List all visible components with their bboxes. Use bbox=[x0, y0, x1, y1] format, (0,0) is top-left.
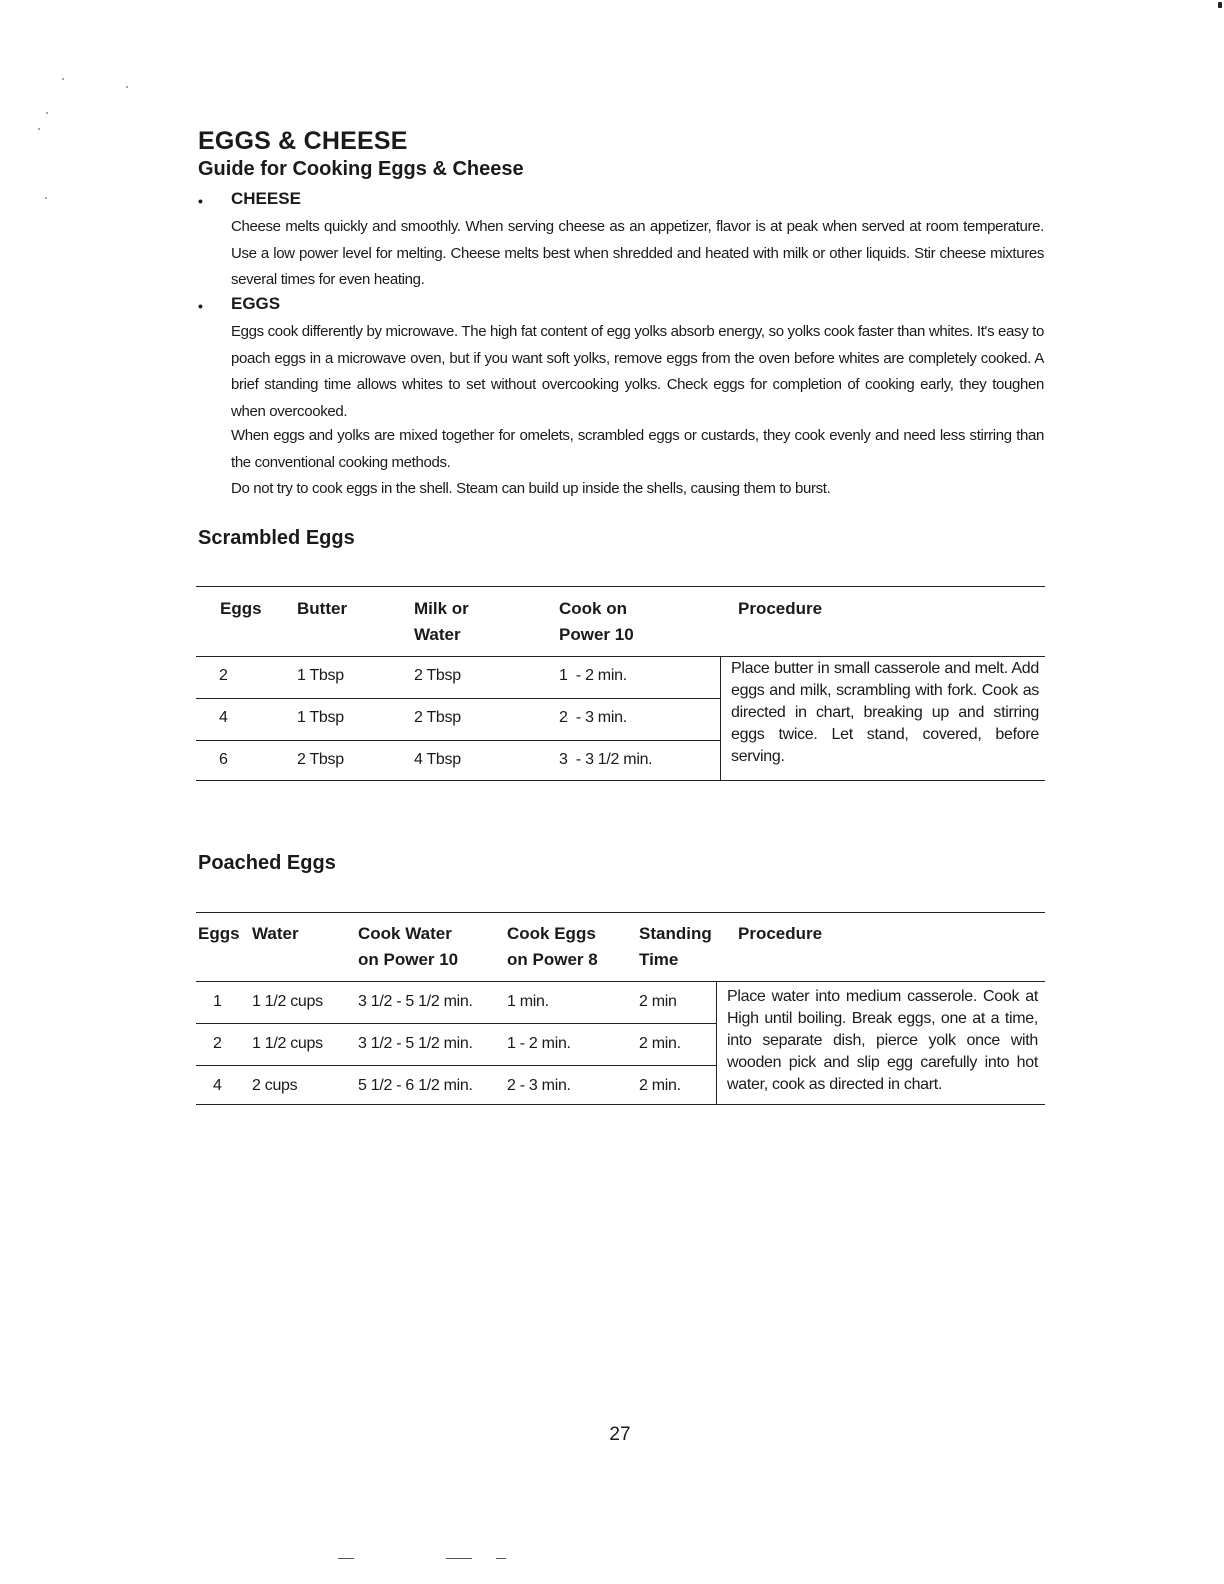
table-rule-header bbox=[196, 656, 1045, 657]
cell-water: 2 cups bbox=[252, 1077, 298, 1094]
scan-speck bbox=[46, 112, 48, 114]
col-header-eggs: Eggs bbox=[220, 599, 262, 618]
table-rule-bottom bbox=[196, 780, 1045, 781]
cell-water: 1 1/2 cups bbox=[252, 1035, 323, 1052]
scan-speck bbox=[126, 86, 128, 88]
col-header-standing-line1: Standing bbox=[639, 924, 712, 943]
cell-milk: 2 Tbsp bbox=[414, 709, 461, 726]
scrambled-procedure: Place butter in small casserole and melt. Add eggs and milk, scrambling with fork. Cook as directed in chart, breaking up and stirring eggs twice. Let stand, covered, before serving. bbox=[731, 660, 1039, 765]
cell-cook-water: 3 1/2 - 5 1/2 min. bbox=[358, 1035, 473, 1052]
cell-standing: 2 min. bbox=[639, 1035, 681, 1052]
poached-title: Poached Eggs bbox=[198, 852, 336, 874]
scan-speck bbox=[38, 128, 40, 130]
scan-speck bbox=[1218, 2, 1222, 8]
col-header-water: Water bbox=[252, 924, 299, 943]
scan-speck bbox=[496, 1558, 506, 1559]
col-header-cook bbox=[559, 596, 634, 648]
cheese-heading: CHEESE bbox=[231, 189, 301, 208]
scrambled-title: Scrambled Eggs bbox=[198, 527, 355, 549]
col-header-milk-line2: Water bbox=[414, 625, 461, 644]
cell-eggs: 6 bbox=[219, 751, 228, 768]
col-header-eggs: Eggs bbox=[198, 924, 240, 943]
cell-butter: 1 Tbsp bbox=[297, 667, 344, 684]
cell-cook: 2 - 3 min. bbox=[559, 709, 627, 726]
cell-standing: 2 min. bbox=[639, 1077, 681, 1094]
cell-standing: 2 min bbox=[639, 993, 677, 1010]
col-header-cook-water bbox=[358, 921, 458, 973]
page-number: 27 bbox=[609, 1424, 631, 1445]
bullet-cheese: • bbox=[198, 193, 203, 209]
cell-cook-eggs: 1 - 2 min. bbox=[507, 1035, 571, 1052]
cell-butter: 2 Tbsp bbox=[297, 751, 344, 768]
col-header-procedure: Procedure bbox=[738, 924, 823, 943]
col-header-cook-eggs-line2: on Power 8 bbox=[507, 950, 598, 969]
eggs-paragraph-1: Eggs cook differently by microwave. The high fat content of egg yolks absorb energy, so yolks cook faster than whites. It's easy to poach eggs in a microwave oven, but if you want soft yolks, remove eggs from the oven before whites are completely cooked. A brief standing time allows whites to set without overcooking yolks. Check eggs for completion of cooking early, they toughen when overcooked. bbox=[231, 323, 1044, 420]
table-rule-row bbox=[196, 1023, 716, 1024]
page-subtitle: Guide for Cooking Eggs & Cheese bbox=[198, 158, 524, 180]
cell-water: 1 1/2 cups bbox=[252, 993, 323, 1010]
table-rule-bottom bbox=[196, 1104, 1045, 1105]
scan-speck bbox=[338, 1558, 354, 1559]
table-rule-top bbox=[196, 586, 1045, 587]
cell-cook-eggs: 1 min. bbox=[507, 993, 549, 1010]
eggs-heading: EGGS bbox=[231, 294, 281, 313]
cell-eggs: 1 bbox=[213, 993, 222, 1010]
col-header-cook-eggs bbox=[507, 921, 598, 973]
cell-eggs: 2 bbox=[213, 1035, 222, 1052]
table-divider bbox=[720, 656, 721, 781]
table-rule-row bbox=[196, 1065, 716, 1066]
col-header-cook-water-line2: on Power 10 bbox=[358, 950, 459, 969]
table-rule-header bbox=[196, 981, 1045, 982]
cell-butter: 1 Tbsp bbox=[297, 709, 344, 726]
scan-speck bbox=[45, 197, 47, 199]
cell-cook: 1 - 2 min. bbox=[559, 667, 627, 684]
col-header-cook-eggs-line1: Cook Eggs bbox=[507, 924, 596, 943]
col-header-standing bbox=[639, 921, 712, 973]
scan-speck bbox=[62, 78, 64, 80]
eggs-paragraph-3: Do not try to cook eggs in the shell. Steam can build up inside the shells, causing them to burst. bbox=[231, 480, 831, 497]
cell-cook-eggs: 2 - 3 min. bbox=[507, 1077, 571, 1094]
col-header-standing-line2: Time bbox=[639, 950, 679, 969]
table-rule-top bbox=[196, 912, 1045, 913]
col-header-procedure: Procedure bbox=[738, 599, 823, 618]
bullet-eggs: • bbox=[198, 298, 203, 314]
table-divider bbox=[716, 981, 717, 1105]
table-rule-row bbox=[196, 698, 720, 699]
poached-procedure: Place water into medium casserole. Cook at High until boiling. Break eggs, one at a time, into separate dish, pierce yolk once with wooden pick and slip egg carefully into hot water, cook as directed in chart. bbox=[727, 988, 1038, 1093]
cell-milk: 2 Tbsp bbox=[414, 667, 461, 684]
cell-eggs: 4 bbox=[213, 1077, 222, 1094]
cell-milk: 4 Tbsp bbox=[414, 751, 461, 768]
cell-eggs: 4 bbox=[219, 709, 228, 726]
eggs-paragraph-2: When eggs and yolks are mixed together for omelets, scrambled eggs or custards, they cook evenly and need less stirring than the conventional cooking methods. bbox=[231, 427, 1044, 471]
col-header-milk-line1: Milk or bbox=[414, 599, 469, 618]
col-header-cook-line2: Power 10 bbox=[559, 625, 634, 644]
scan-speck bbox=[446, 1558, 472, 1559]
table-rule-row bbox=[196, 740, 720, 741]
col-header-cook-line1: Cook on bbox=[559, 599, 627, 618]
cheese-text: Cheese melts quickly and smoothly. When serving cheese as an appetizer, flavor is at peak when served at room temperature. Use a low power level for melting. Cheese melts best when shredded and heated with milk or other liquids. Stir cheese mixtures several times for even heating. bbox=[231, 218, 1044, 288]
col-header-milk bbox=[414, 596, 469, 648]
page-title: EGGS & CHEESE bbox=[198, 127, 408, 155]
cell-cook-water: 3 1/2 - 5 1/2 min. bbox=[358, 993, 473, 1010]
cell-eggs: 2 bbox=[219, 667, 228, 684]
cell-cook-water: 5 1/2 - 6 1/2 min. bbox=[358, 1077, 473, 1094]
cell-cook: 3 - 3 1/2 min. bbox=[559, 751, 653, 768]
col-header-cook-water-line1: Cook Water bbox=[358, 924, 452, 943]
col-header-butter: Butter bbox=[297, 599, 348, 618]
